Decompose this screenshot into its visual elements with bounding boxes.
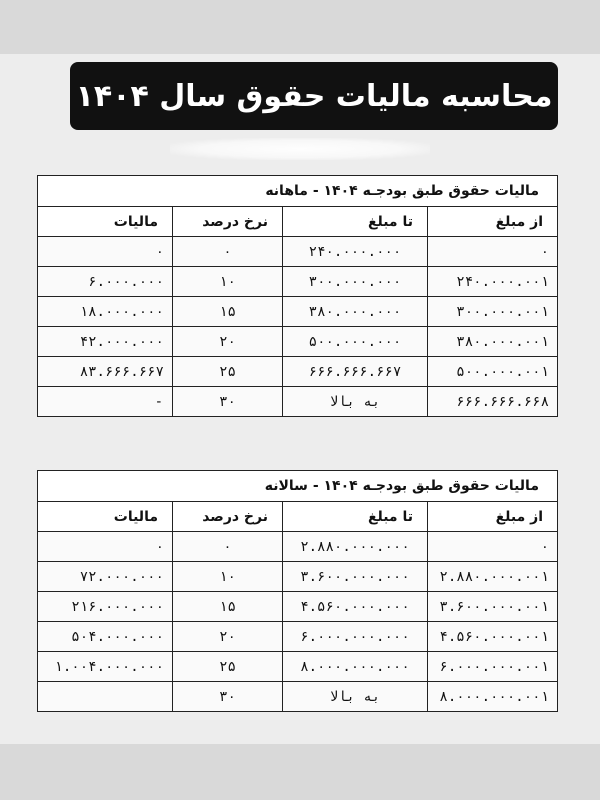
annual-tax-table [37, 470, 558, 712]
cell-tax: ۶.۰۰۰.۰۰۰ [38, 267, 173, 297]
cell-rate: ۲۵ [173, 357, 283, 387]
header-from: از مبلغ [428, 207, 558, 237]
cell-from: ۳.۶۰۰.۰۰۰.۰۰۱ [428, 592, 558, 622]
cell-to: ۸.۰۰۰.۰۰۰.۰۰۰ [283, 652, 428, 682]
cell-to: ۲۴۰.۰۰۰.۰۰۰ [283, 237, 428, 267]
cell-tax: ۱.۰۰۴.۰۰۰.۰۰۰ [38, 652, 173, 682]
cell-tax: ۰ [38, 237, 173, 267]
table-row [38, 327, 558, 357]
cell-to: ۳۰۰.۰۰۰.۰۰۰ [283, 267, 428, 297]
cell-rate: ۳۰ [173, 387, 283, 417]
cell-to: ۲.۸۸۰.۰۰۰.۰۰۰ [283, 532, 428, 562]
header-to: تا مبلغ [283, 502, 428, 532]
header-rate: نرخ درصد [173, 502, 283, 532]
cell-rate: ۲۰ [173, 327, 283, 357]
cell-to: ۶.۰۰۰.۰۰۰.۰۰۰ [283, 622, 428, 652]
cell-rate: ۱۵ [173, 592, 283, 622]
cell-tax: ۰ [38, 532, 173, 562]
table-row [38, 267, 558, 297]
cell-rate: ۲۵ [173, 652, 283, 682]
header-tax: مالیات [38, 207, 173, 237]
table-row [38, 237, 558, 267]
header-from: از مبلغ [428, 502, 558, 532]
cell-from: ۴.۵۶۰.۰۰۰.۰۰۱ [428, 622, 558, 652]
cell-to: ۴.۵۶۰.۰۰۰.۰۰۰ [283, 592, 428, 622]
cell-tax: ۵۰۴.۰۰۰.۰۰۰ [38, 622, 173, 652]
cell-tax: ۲۱۶.۰۰۰.۰۰۰ [38, 592, 173, 622]
cell-from: ۵۰۰.۰۰۰.۰۰۱ [428, 357, 558, 387]
cell-from: ۶۶۶.۶۶۶.۶۶۸ [428, 387, 558, 417]
blurred-area [170, 138, 430, 160]
cell-to: ۶۶۶.۶۶۶.۶۶۷ [283, 357, 428, 387]
cell-from: ۸.۰۰۰.۰۰۰.۰۰۱ [428, 682, 558, 712]
annual-table-caption: مالیات حقوق طبق بودجـه ۱۴۰۴ - سالانه [38, 471, 558, 502]
cell-tax: ۷۲.۰۰۰.۰۰۰ [38, 562, 173, 592]
table-row [38, 357, 558, 387]
header-to: تا مبلغ [283, 207, 428, 237]
cell-tax: - [38, 387, 173, 417]
cell-rate: ۳۰ [173, 682, 283, 712]
cell-rate: ۱۵ [173, 297, 283, 327]
table-row [38, 682, 558, 712]
table-row [38, 652, 558, 682]
table-row [38, 592, 558, 622]
cell-to: به بالا [283, 387, 428, 417]
cell-from: ۳۰۰.۰۰۰.۰۰۱ [428, 297, 558, 327]
header-tax: مالیات [38, 502, 173, 532]
table-row [38, 622, 558, 652]
cell-tax: ۴۲.۰۰۰.۰۰۰ [38, 327, 173, 357]
cell-from: ۰ [428, 532, 558, 562]
cell-from: ۲۴۰.۰۰۰.۰۰۱ [428, 267, 558, 297]
cell-to: ۵۰۰.۰۰۰.۰۰۰ [283, 327, 428, 357]
cell-rate: ۱۰ [173, 267, 283, 297]
cell-to: ۳.۶۰۰.۰۰۰.۰۰۰ [283, 562, 428, 592]
cell-from: ۲.۸۸۰.۰۰۰.۰۰۱ [428, 562, 558, 592]
cell-to: به بالا [283, 682, 428, 712]
monthly-tax-table [37, 175, 558, 417]
cell-rate: ۲۰ [173, 622, 283, 652]
cell-tax: ۸۳.۶۶۶.۶۶۷ [38, 357, 173, 387]
table-row [38, 297, 558, 327]
cell-from: ۰ [428, 237, 558, 267]
cell-rate: ۰ [173, 237, 283, 267]
cell-from: ۶.۰۰۰.۰۰۰.۰۰۱ [428, 652, 558, 682]
cell-to: ۳۸۰.۰۰۰.۰۰۰ [283, 297, 428, 327]
cell-tax [38, 682, 173, 712]
page-title: محاسبه مالیات حقوق سال ۱۴۰۴ [70, 62, 558, 130]
cell-from: ۳۸۰.۰۰۰.۰۰۱ [428, 327, 558, 357]
header-rate: نرخ درصد [173, 207, 283, 237]
table-row [38, 387, 558, 417]
table-row [38, 532, 558, 562]
table-row [38, 562, 558, 592]
cell-rate: ۱۰ [173, 562, 283, 592]
cell-tax: ۱۸.۰۰۰.۰۰۰ [38, 297, 173, 327]
cell-rate: ۰ [173, 532, 283, 562]
monthly-table-caption: مالیات حقوق طبق بودجـه ۱۴۰۴ - ماهانه [38, 176, 558, 207]
